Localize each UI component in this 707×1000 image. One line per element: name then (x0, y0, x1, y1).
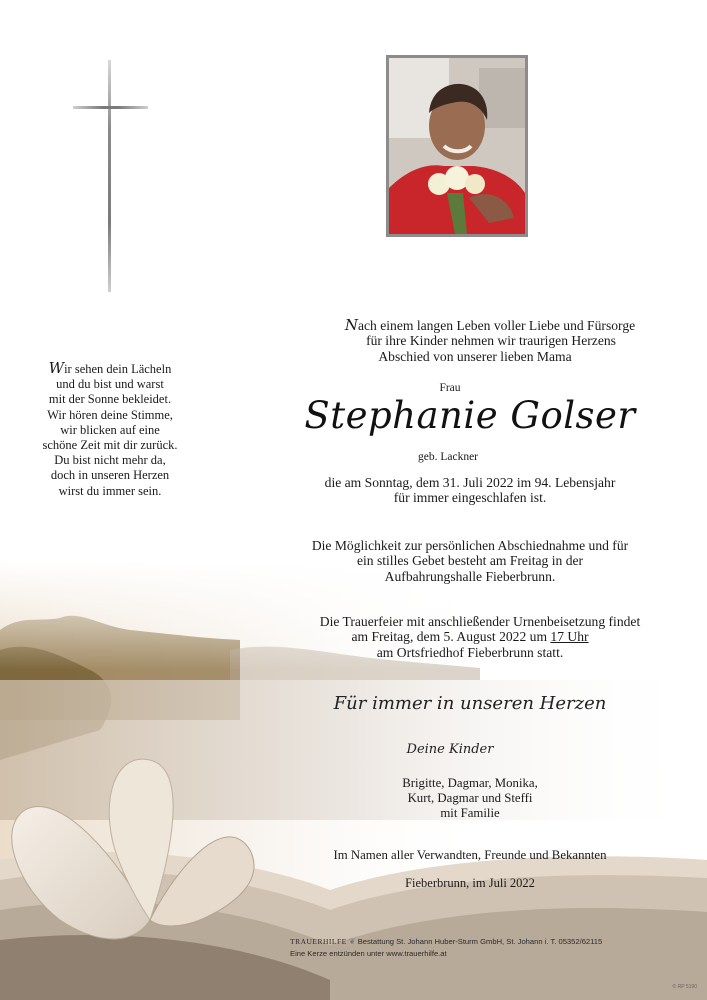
portrait-photo (386, 55, 528, 237)
ceremony-line-1: Die Trauerfeier mit anschließender Urnenbeisetzung findet (319, 614, 641, 629)
mourners-list (270, 776, 670, 821)
ceremony-info (270, 614, 670, 660)
mourners-line-1: Brigitte, Dagmar, Monika, (402, 776, 538, 790)
farewell-info (270, 538, 670, 584)
poem-line: wir blicken auf eine (60, 422, 160, 437)
document-code: © RP 5190 (672, 984, 697, 990)
cross-vertical-bar (108, 60, 111, 292)
poem-line: mit der Sonne bekleidet. (48, 392, 172, 407)
poem-line: Du bist nicht mehr da, (54, 453, 166, 468)
footer-candle-link: Eine Kerze entzünden unter www.trauerhilfe.at (290, 949, 447, 958)
poem-line: schöne Zeit mit dir zurück. (42, 438, 178, 453)
maiden-name: geb. Lackner (417, 451, 479, 463)
ceremony-line-3: am Ortsfriedhof Fieberbrunn statt. (376, 644, 564, 660)
footer-brand: TRAUERHILFE (290, 937, 347, 946)
poem-line: Wir hören deine Stimme, (47, 407, 173, 422)
deceased-name: Stephanie Golser (304, 394, 636, 437)
ceremony-line-2 (270, 629, 670, 644)
ceremony-time: 17 Uhr (550, 629, 589, 645)
death-line-1: die am Sonntag, dem 31. Juli 2022 im 94. Lebensjahr (324, 475, 616, 490)
intro-line-2: für ihre Kinder nehmen wir traurigen Herzens (366, 333, 616, 349)
salutation: Frau (439, 382, 461, 394)
footer-company: Bestattung St. Johann Huber-Sturm GmbH, St. Johann i. T. 05352/62115 (357, 937, 603, 946)
relatives-line: Im Namen aller Verwandten, Freunde und Bekannten (333, 848, 607, 862)
intro-text (270, 318, 670, 364)
poem-line: wirst du immer sein. (58, 483, 162, 498)
motto: Für immer in unseren Herzen (333, 693, 607, 714)
mourners-line-2: Kurt, Dagmar und Steffi (407, 791, 533, 805)
intro-line-1: ach einem langen Leben voller Liebe und Fürsorge (357, 318, 636, 333)
poem-line: und du bist und warst (56, 377, 164, 392)
farewell-line-1: Die Möglichkeit zur persönlichen Abschiednahme und für (311, 538, 629, 553)
ceremony-date: am Freitag, dem 5. August 2022 um (351, 629, 551, 645)
death-line-2: für immer eingeschlafen ist. (393, 490, 547, 506)
place-date: Fieberbrunn, im Juli 2022 (405, 876, 535, 890)
poem-line: doch in unseren Herzen (50, 468, 170, 483)
portrait-image (389, 58, 525, 234)
farewell-line-2: ein stilles Gebet besteht am Freitag in der (356, 553, 584, 569)
cross-horizontal-bar (73, 106, 148, 109)
poem (30, 361, 190, 499)
kids-title: Deine Kinder (406, 742, 494, 757)
poem-line: ir sehen dein Lächeln (64, 362, 172, 376)
mourners-line-3: mit Familie (440, 806, 500, 820)
footer (290, 936, 630, 960)
death-notice (270, 475, 670, 506)
farewell-line-3: Aufbahrungshalle Fieberbrunn. (384, 568, 556, 584)
leaf-icon: ❦ (348, 937, 356, 946)
poem-initial: W (48, 359, 65, 377)
intro-line-3: Abschied von unserer lieben Mama (378, 348, 572, 364)
intro-initial: N (344, 316, 358, 334)
